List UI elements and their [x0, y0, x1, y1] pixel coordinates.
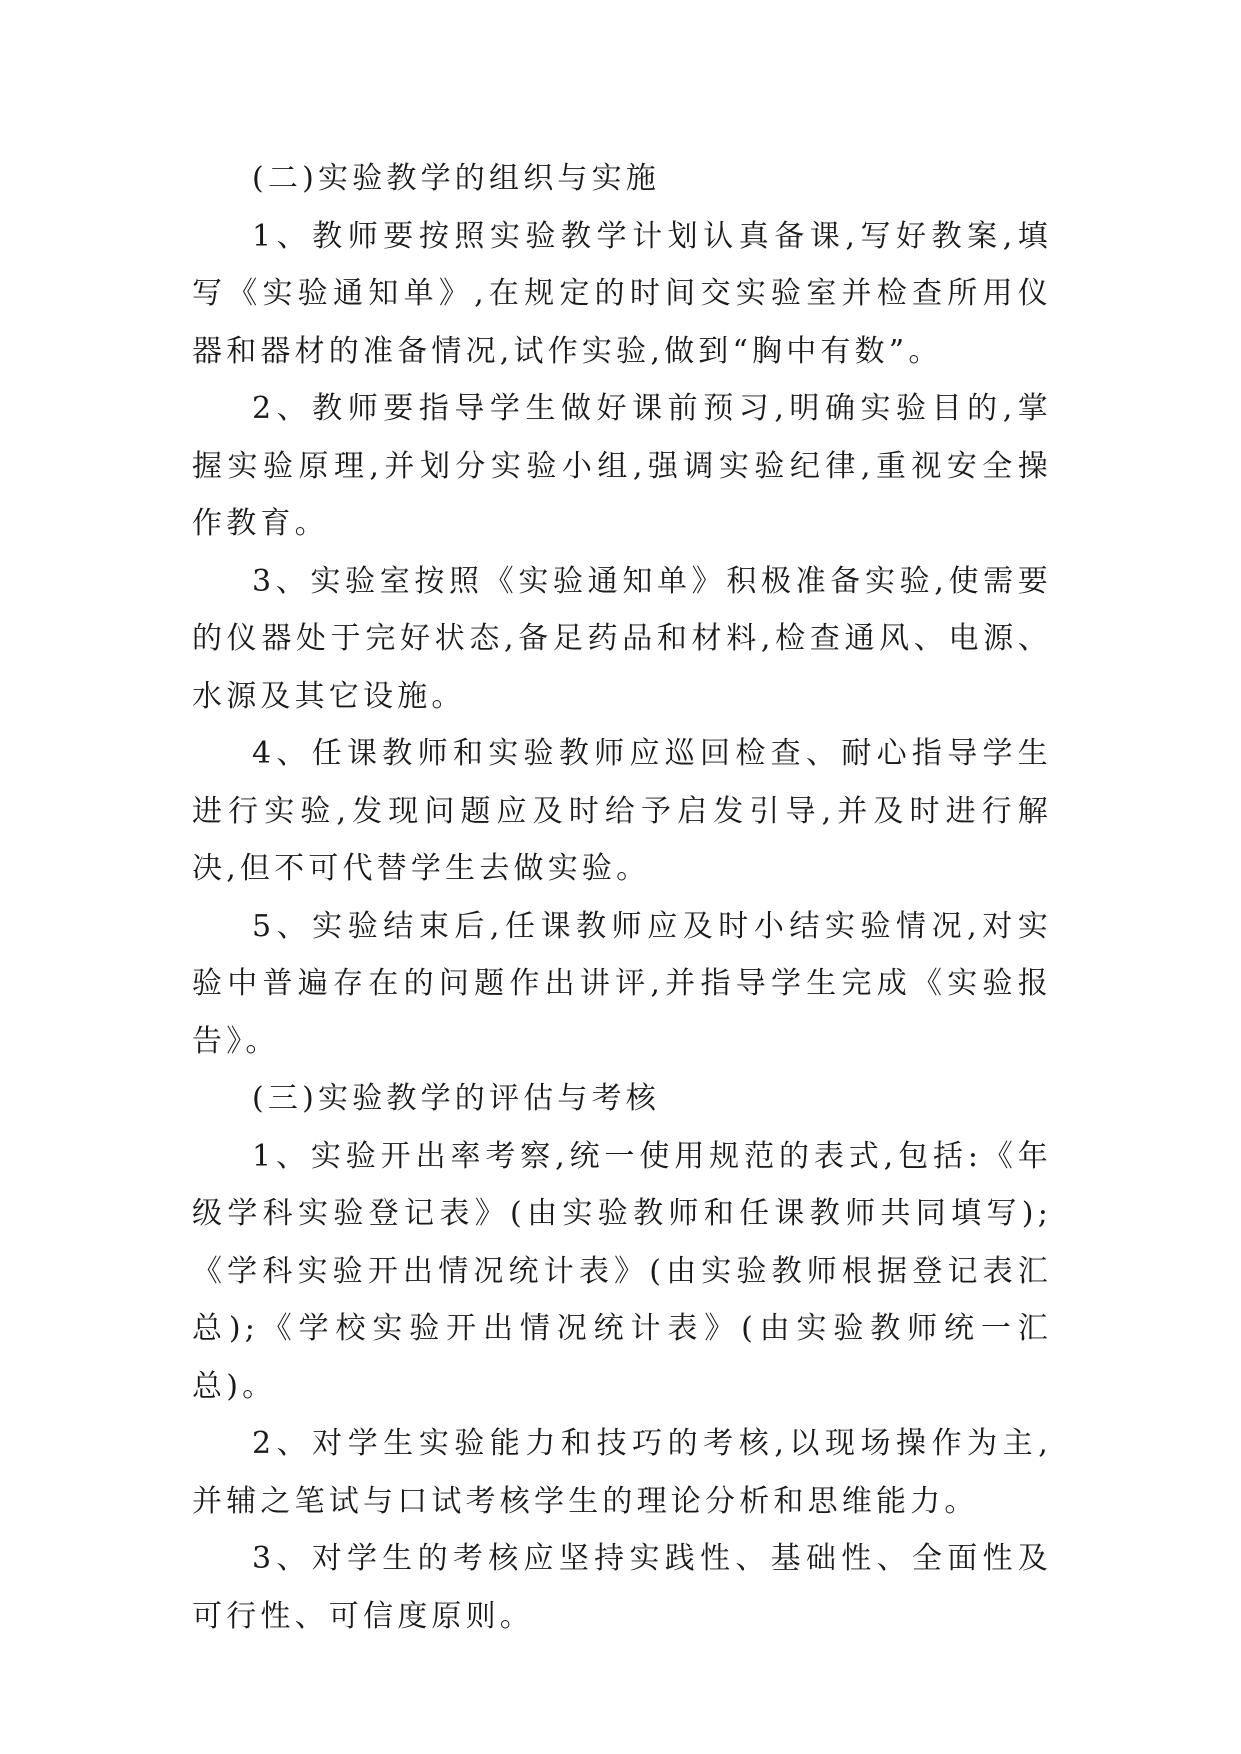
paragraph-3-3: 3、对学生的考核应坚持实践性、基础性、全面性及可行性、可信度原则。 [192, 1541, 1052, 1634]
paragraph-2-4: 4、任课教师和实验教师应巡回检查、耐心指导学生进行实验,发现问题应及时给予启发引导,并及时进行解决,但不可代替学生去做实验。 [192, 736, 1052, 886]
document-body [192, 150, 1052, 1645]
section-heading-2: (二)实验教学的组织与实施 [252, 161, 661, 196]
paragraph-2-5: 5、实验结束后,任课教师应及时小结实验情况,对实验中普遍存在的问题作出讲评,并指导学生完成《实验报告》。 [192, 908, 1052, 1059]
paragraph-3-2: 2、对学生实验能力和技巧的考核,以现场操作为主,并辅之笔试与口试考核学生的理论分析和思维能力。 [192, 1426, 1052, 1519]
paragraph-2-3: 3、实验室按照《实验通知单》积极准备实验,使需要的仪器处于完好状态,备足药品和材料,检查通风、电源、水源及其它设施。 [192, 563, 1052, 714]
paragraph-3-1: 1、实验开出率考察,统一使用规范的表式,包括:《年级学科实验登记表》(由实验教师和任课教师共同填写);《学科实验开出情况统计表》(由实验教师根据登记表汇总);《学校实验开出情况统计表》(由实验教师统一汇总)。 [192, 1138, 1052, 1404]
section-heading-3: (三)实验教学的评估与考核 [252, 1081, 661, 1116]
paragraph-2-2: 2、教师要指导学生做好课前预习,明确实验目的,掌握实验原理,并划分实验小组,强调实验纪律,重视安全操作教育。 [192, 391, 1052, 541]
paragraph-2-1: 1、教师要按照实验教学计划认真备课,写好教案,填写《实验通知单》,在规定的时间交实验室并检查所用仪器和器材的准备情况,试作实验,做到“胸中有数”。 [192, 218, 1052, 369]
